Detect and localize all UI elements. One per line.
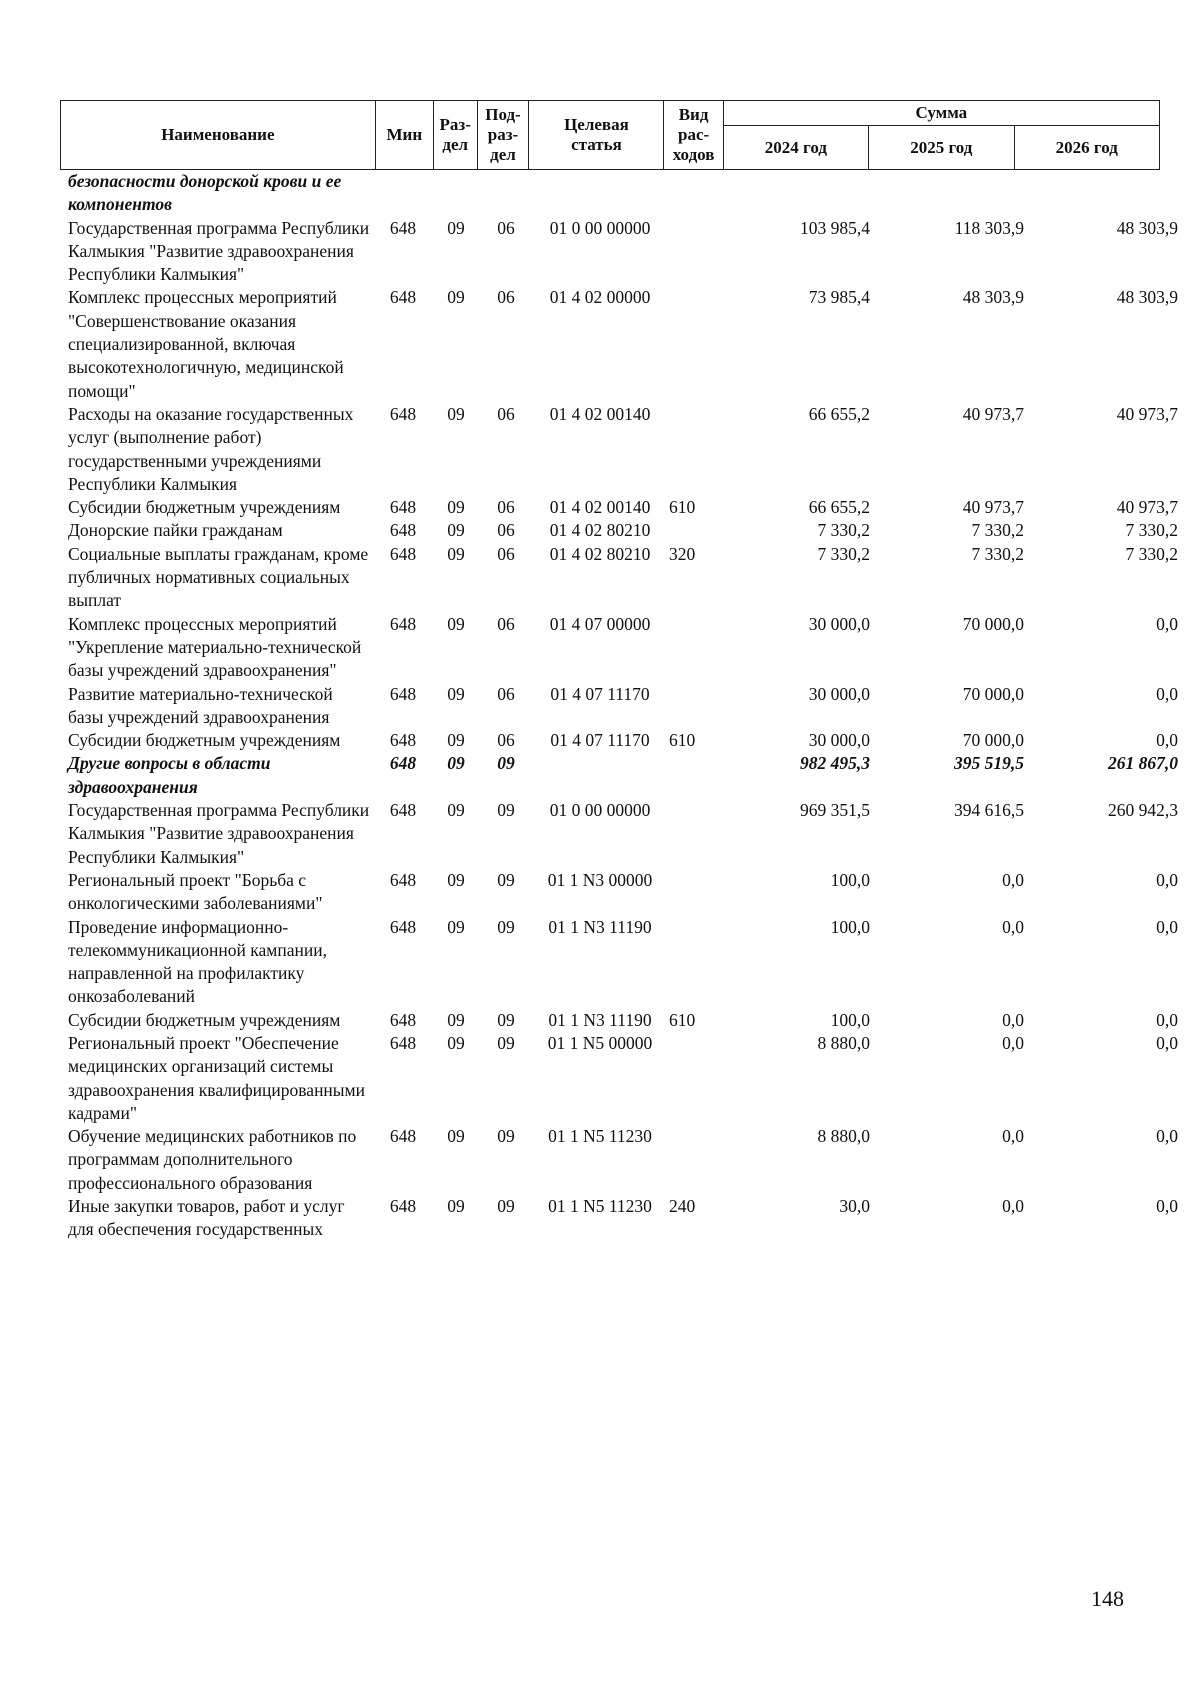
cell-r: 09 xyxy=(447,217,465,238)
cell-name: Региональный проект "Борьба с онкологическими заболеваниями" xyxy=(68,869,323,914)
cell-name: Государственная программа Республики Калмыкия "Развитие здравоохранения Республики Калмыкия" xyxy=(68,800,370,867)
cell-cs: 01 4 02 80210 xyxy=(549,543,651,564)
cell-r xyxy=(433,170,479,217)
cell-y3: 0,0 xyxy=(1156,730,1178,751)
cell-y3: 7 330,2 xyxy=(1125,520,1178,541)
cell-min: 648 xyxy=(389,287,417,308)
table-row xyxy=(60,613,1190,683)
cell-pr xyxy=(479,170,533,217)
cell-name: Социальные выплаты гражданам, кроме публичных нормативных социальных выплат xyxy=(68,543,369,611)
cell-y2: 7 330,2 xyxy=(971,520,1024,541)
cell-name: Субсидии бюджетным учреждениям xyxy=(68,1009,341,1030)
cell-y1: 66 655,2 xyxy=(808,403,870,424)
table-body xyxy=(60,170,1190,1242)
cell-y2: 0,0 xyxy=(1002,916,1024,937)
header-podrazdel-line: дел xyxy=(490,145,516,164)
cell-y2: 0,0 xyxy=(1002,1196,1024,1217)
cell-pr: 09 xyxy=(497,869,515,890)
cell-name: Проведение информационно-телекоммуникационной кампании, направленной на профилактику онкозаболеваний xyxy=(68,916,327,1007)
cell-min: 648 xyxy=(389,613,417,634)
cell-y3: 7 330,2 xyxy=(1125,543,1178,564)
cell-cs: 01 0 00 00000 xyxy=(549,800,651,821)
cell-pr: 06 xyxy=(497,683,515,704)
cell-y1: 30 000,0 xyxy=(808,613,870,634)
cell-y3: 260 942,3 xyxy=(1108,800,1178,821)
table-row xyxy=(60,403,1190,496)
cell-cs: 01 1 N3 11190 xyxy=(548,1009,652,1030)
header-razdel xyxy=(433,101,477,170)
budget-document xyxy=(60,100,1178,1242)
cell-y1: 982 495,3 xyxy=(800,753,870,774)
cell-min: 648 xyxy=(389,1196,417,1217)
cell-y1: 7 330,2 xyxy=(817,520,870,541)
cell-pr: 09 xyxy=(497,1009,515,1030)
cell-min: 648 xyxy=(389,520,417,541)
table-row xyxy=(60,543,1190,613)
cell-name: Региональный проект "Обеспечение медицинских организаций системы здравоохранения квалифицированными кадрами" xyxy=(68,1032,365,1123)
header-min: Мин xyxy=(375,101,433,170)
cell-name: Донорские пайки гражданам xyxy=(68,520,283,541)
header-year-2024: 2024 год xyxy=(723,126,868,170)
cell-name: Комплекс процессных мероприятий "Совершенствование оказания специализированной, включая высокотехнологичную, медицинской помощи" xyxy=(68,287,344,401)
cell-cs: 01 0 00 00000 xyxy=(549,217,651,238)
cell-r: 09 xyxy=(447,403,465,424)
cell-min: 648 xyxy=(389,869,417,890)
cell-vr xyxy=(667,916,728,1009)
cell-y1: 100,0 xyxy=(830,869,870,890)
cell-vr xyxy=(667,799,728,869)
header-year-2026: 2026 год xyxy=(1014,126,1159,170)
header-razdel-line: дел xyxy=(442,135,469,154)
cell-r: 09 xyxy=(447,753,465,774)
cell-y2: 395 519,5 xyxy=(954,753,1024,774)
cell-r: 09 xyxy=(447,730,465,751)
cell-name: Субсидии бюджетным учреждениям xyxy=(68,730,341,751)
cell-cs: 01 1 N5 11230 xyxy=(548,1126,652,1147)
cell-y3: 48 303,9 xyxy=(1116,287,1178,308)
cell-y1: 30,0 xyxy=(839,1196,870,1217)
cell-y2: 118 303,9 xyxy=(954,217,1024,238)
cell-vr xyxy=(667,1032,728,1125)
cell-min: 648 xyxy=(389,403,417,424)
cell-y2: 40 973,7 xyxy=(962,403,1024,424)
cell-name: Другие вопросы в области здравоохранения xyxy=(68,753,271,797)
cell-cs: 01 1 N3 11190 xyxy=(548,916,652,937)
cell-y3: 0,0 xyxy=(1156,1009,1178,1030)
cell-r: 09 xyxy=(447,613,465,634)
cell-vr xyxy=(667,869,728,916)
cell-min: 648 xyxy=(389,543,417,564)
header-razdel-line: Раз- xyxy=(439,115,471,134)
cell-y1: 103 985,4 xyxy=(800,217,870,238)
page-number: 148 xyxy=(1091,1586,1124,1611)
cell-y3: 40 973,7 xyxy=(1116,497,1178,518)
cell-pr: 06 xyxy=(497,520,515,541)
cell-pr: 06 xyxy=(497,403,515,424)
header-summa: Сумма xyxy=(723,101,1159,126)
cell-cs: 01 4 07 11170 xyxy=(550,730,650,751)
cell-vr xyxy=(667,683,728,730)
cell-min: 648 xyxy=(389,1009,417,1030)
cell-y2: 7 330,2 xyxy=(971,543,1024,564)
cell-min: 648 xyxy=(389,497,417,518)
header-vr-line: рас- xyxy=(677,125,710,144)
cell-r: 09 xyxy=(447,1196,465,1217)
cell-r: 09 xyxy=(447,1126,465,1147)
table-row xyxy=(60,683,1190,730)
cell-min: 648 xyxy=(389,1126,417,1147)
cell-y3: 0,0 xyxy=(1156,869,1178,890)
header-cs-line: статья xyxy=(571,135,622,154)
table-row xyxy=(60,1009,1190,1032)
cell-min xyxy=(373,170,433,217)
header-cs xyxy=(529,101,664,170)
cell-y1: 73 985,4 xyxy=(808,287,870,308)
cell-vr xyxy=(667,217,728,287)
cell-cs: 01 4 07 00000 xyxy=(549,613,651,634)
table-row xyxy=(60,1032,1190,1125)
header-name: Наименование xyxy=(61,101,376,170)
table-row xyxy=(60,1195,1190,1242)
header-cs-line: Целевая xyxy=(564,115,629,134)
cell-y3: 0,0 xyxy=(1156,613,1178,634)
cell-y2: 70 000,0 xyxy=(962,613,1024,634)
cell-y2: 48 303,9 xyxy=(962,287,1024,308)
cell-min: 648 xyxy=(389,753,417,774)
cell-name: Расходы на оказание государственных услуг (выполнение работ) государственными учреждениями Республики Калмыкия xyxy=(68,403,354,494)
cell-r: 09 xyxy=(447,869,465,890)
cell-cs xyxy=(533,752,667,799)
cell-y2: 70 000,0 xyxy=(962,683,1024,704)
table-row xyxy=(60,519,1190,542)
cell-y3: 261 867,0 xyxy=(1108,753,1178,774)
cell-y1: 100,0 xyxy=(830,1009,870,1030)
cell-pr: 06 xyxy=(497,543,515,564)
cell-name: Обучение медицинских работников по программам дополнительного профессионального образования xyxy=(68,1126,357,1193)
cell-vr xyxy=(667,613,728,683)
cell-vr xyxy=(667,403,728,496)
cell-pr: 09 xyxy=(497,1196,515,1217)
table-row xyxy=(60,869,1190,916)
cell-y3: 40 973,7 xyxy=(1116,403,1178,424)
cell-y3 xyxy=(1036,170,1190,217)
cell-y1: 7 330,2 xyxy=(817,543,870,564)
table-row xyxy=(60,1125,1190,1195)
cell-y1: 969 351,5 xyxy=(800,800,870,821)
cell-cs: 01 1 N5 11230 xyxy=(548,1196,652,1217)
cell-pr: 09 xyxy=(497,916,515,937)
cell-vr xyxy=(667,519,728,542)
header-podrazdel-line: раз- xyxy=(487,125,519,144)
cell-name: Субсидии бюджетным учреждениям xyxy=(68,497,341,518)
cell-min: 648 xyxy=(389,800,417,821)
cell-min: 648 xyxy=(389,683,417,704)
table-row xyxy=(60,799,1190,869)
cell-vr: 610 xyxy=(669,1009,696,1030)
cell-name: Комплекс процессных мероприятий "Укрепление материально-технической базы учреждений здравоохранения" xyxy=(68,613,362,681)
cell-y1: 30 000,0 xyxy=(808,683,870,704)
cell-name: Государственная программа Республики Калмыкия "Развитие здравоохранения Республики Калмыкия" xyxy=(68,217,370,285)
cell-y1: 100,0 xyxy=(830,916,870,937)
table-row xyxy=(60,729,1190,752)
cell-vr xyxy=(667,1125,728,1195)
cell-y2: 0,0 xyxy=(1002,869,1024,890)
cell-y1 xyxy=(728,170,882,217)
cell-pr: 06 xyxy=(497,613,515,634)
cell-y3: 0,0 xyxy=(1156,1032,1178,1053)
cell-y3: 0,0 xyxy=(1156,1196,1178,1217)
header-vr-line: Вид xyxy=(678,105,709,124)
header-vr-line: ходов xyxy=(672,145,715,164)
cell-y2: 0,0 xyxy=(1002,1126,1024,1147)
cell-cs: 01 4 02 00140 xyxy=(549,497,651,518)
cell-vr: 240 xyxy=(669,1196,696,1217)
cell-y2: 394 616,5 xyxy=(954,800,1024,821)
cell-r: 09 xyxy=(447,916,465,937)
cell-min: 648 xyxy=(389,730,417,751)
cell-vr xyxy=(667,752,728,799)
cell-vr: 610 xyxy=(669,497,696,518)
header-year-2025: 2025 год xyxy=(869,126,1014,170)
cell-vr: 320 xyxy=(669,543,696,564)
cell-y3: 48 303,9 xyxy=(1116,217,1178,238)
table-row xyxy=(60,916,1190,1009)
cell-y1: 8 880,0 xyxy=(817,1032,870,1053)
table-row xyxy=(60,170,1190,217)
cell-r: 09 xyxy=(447,287,465,308)
cell-min: 648 xyxy=(389,217,417,238)
cell-y1: 66 655,2 xyxy=(808,497,870,518)
table-row xyxy=(60,286,1190,402)
cell-pr: 06 xyxy=(497,730,515,751)
cell-y2: 40 973,7 xyxy=(962,497,1024,518)
header-vr xyxy=(664,101,723,170)
cell-r: 09 xyxy=(447,800,465,821)
cell-cs: 01 4 07 11170 xyxy=(550,683,650,704)
cell-y3: 0,0 xyxy=(1156,916,1178,937)
cell-y1: 8 880,0 xyxy=(817,1126,870,1147)
cell-min: 648 xyxy=(389,1032,417,1053)
cell-r: 09 xyxy=(447,1032,465,1053)
cell-r: 09 xyxy=(447,497,465,518)
cell-y3: 0,0 xyxy=(1156,1126,1178,1147)
cell-pr: 06 xyxy=(497,497,515,518)
table-row xyxy=(60,752,1190,799)
table-row xyxy=(60,217,1190,287)
cell-name: безопасности донорской крови и ее компонентов xyxy=(68,171,342,215)
cell-cs: 01 4 02 00000 xyxy=(549,287,651,308)
cell-y2 xyxy=(882,170,1036,217)
header-podrazdel-line: Под- xyxy=(485,105,521,124)
cell-y2: 0,0 xyxy=(1002,1032,1024,1053)
cell-name: Развитие материально-технической базы учреждений здравоохранения xyxy=(68,683,333,727)
cell-cs: 01 4 02 00140 xyxy=(549,403,651,424)
cell-vr: 610 xyxy=(669,730,696,751)
table-header xyxy=(60,100,1160,170)
cell-pr: 09 xyxy=(497,1126,515,1147)
cell-pr: 06 xyxy=(497,287,515,308)
cell-min: 648 xyxy=(389,916,417,937)
cell-cs: 01 4 02 80210 xyxy=(549,520,651,541)
cell-vr xyxy=(667,286,728,402)
cell-y2: 70 000,0 xyxy=(962,730,1024,751)
cell-y3: 0,0 xyxy=(1156,683,1178,704)
cell-name: Иные закупки товаров, работ и услуг для обеспечения государственных xyxy=(68,1196,345,1240)
cell-r: 09 xyxy=(447,683,465,704)
cell-pr: 09 xyxy=(497,800,515,821)
cell-pr: 09 xyxy=(497,1032,515,1053)
cell-cs xyxy=(533,170,667,217)
cell-vr xyxy=(667,170,728,217)
cell-pr: 09 xyxy=(497,753,515,774)
cell-r: 09 xyxy=(447,520,465,541)
cell-y2: 0,0 xyxy=(1002,1009,1024,1030)
table-row xyxy=(60,496,1190,519)
cell-y1: 30 000,0 xyxy=(808,730,870,751)
cell-r: 09 xyxy=(447,543,465,564)
cell-pr: 06 xyxy=(497,217,515,238)
cell-cs: 01 1 N5 00000 xyxy=(547,1032,653,1053)
cell-cs: 01 1 N3 00000 xyxy=(547,869,653,890)
cell-r: 09 xyxy=(447,1009,465,1030)
header-podrazdel xyxy=(477,101,529,170)
